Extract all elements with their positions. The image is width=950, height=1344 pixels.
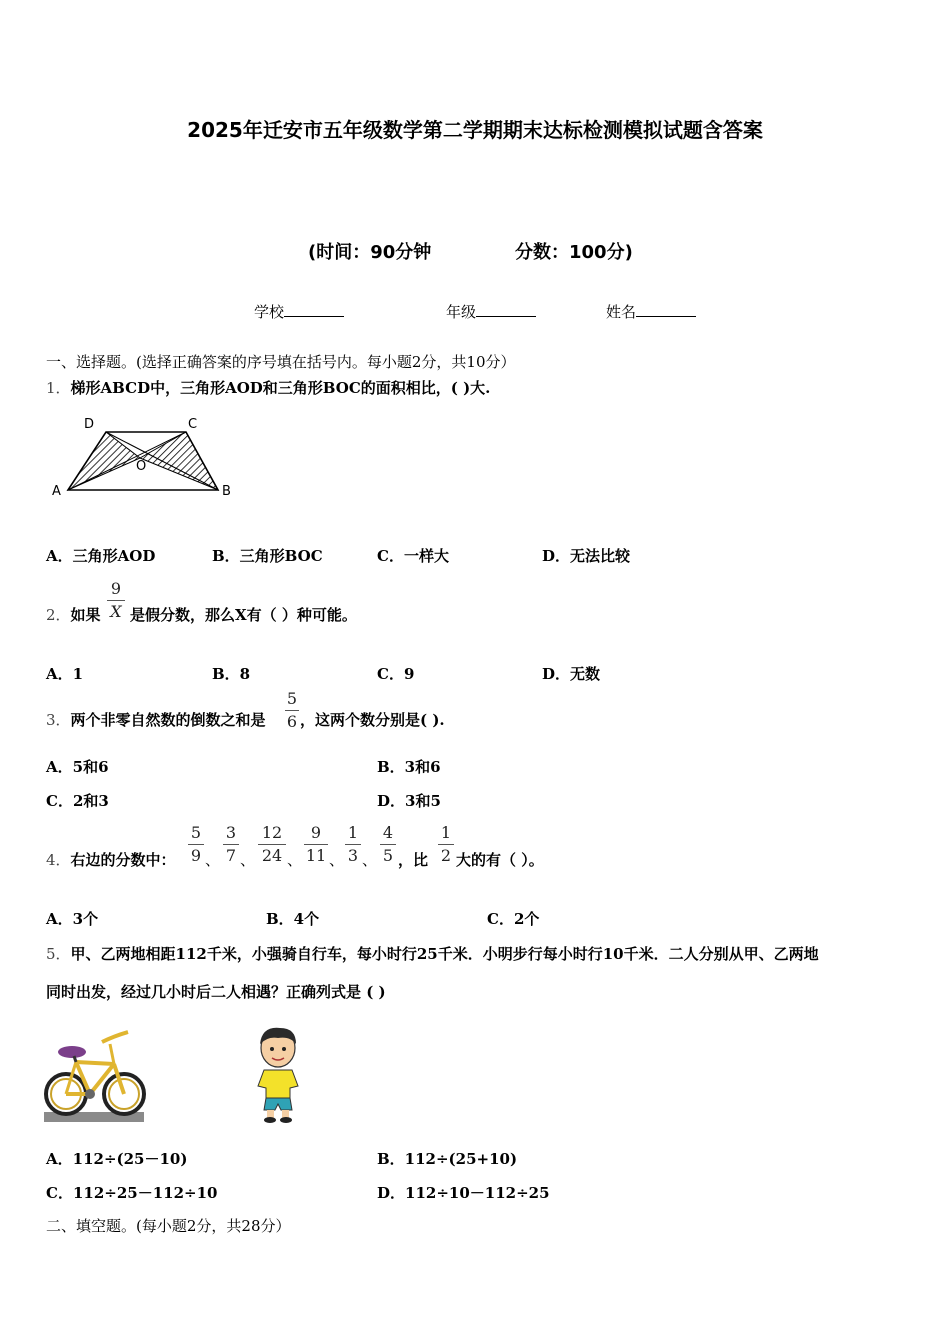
label-a: A — [52, 484, 61, 499]
question-number: 4． — [46, 851, 71, 869]
question-text-pre: 两个非零自然数的倒数之和是 — [70, 711, 266, 729]
q4-fraction-2: $\frac{3}{7}$ — [223, 824, 239, 865]
question-text: 梯形ABCD中，三角形AOD和三角形BOC的面积相比，( )大. — [70, 379, 491, 397]
boy-image — [254, 1024, 306, 1124]
q4-fraction-4: $\frac{9}{11}$ — [305, 823, 327, 865]
label-d: D — [84, 417, 95, 432]
q2-option-b[interactable]: B．8 — [212, 665, 251, 683]
q2-fraction: $\frac{9}{X}$ — [107, 580, 125, 621]
q3-option-d[interactable]: D．3和5 — [377, 792, 441, 810]
name-field[interactable] — [606, 301, 696, 322]
separator: 、 — [362, 851, 378, 869]
question-4 — [46, 849, 176, 870]
question-number: 1． — [46, 379, 71, 397]
question-text-pre: 右边的分数中： — [70, 851, 176, 869]
school-blank[interactable] — [284, 302, 344, 317]
question-text-post: ，这两个数分别是( ). — [300, 711, 445, 729]
q4-option-b[interactable]: B．4个 — [266, 910, 320, 928]
school-field[interactable] — [254, 301, 344, 322]
q2-option-c[interactable]: C．9 — [377, 665, 415, 683]
separator: 、 — [205, 851, 221, 869]
q5-option-a[interactable]: A．112÷(25－10) — [46, 1150, 188, 1168]
q3-fraction: $\frac{5}{6}$ — [286, 689, 298, 731]
question-text-pre: 如果 — [70, 606, 101, 624]
grade-field[interactable] — [446, 301, 536, 322]
name-blank[interactable] — [636, 302, 696, 317]
label-b: B — [222, 484, 231, 499]
question-2 — [46, 604, 101, 625]
question-text-post: 大的有（ ）。 — [456, 851, 544, 869]
q1-option-c[interactable]: C．一样大 — [377, 547, 449, 565]
q4-fraction-5: $\frac{1}{3}$ — [345, 824, 361, 865]
triangle-boc — [140, 432, 218, 490]
q3-option-b[interactable]: B．3和6 — [377, 758, 441, 776]
q2-option-a[interactable]: A．1 — [46, 665, 84, 683]
question-5-line-1 — [46, 943, 819, 964]
grade-blank[interactable] — [476, 302, 536, 317]
label-o: O — [136, 459, 147, 474]
time-info: (时间：90分钟 — [308, 242, 432, 263]
question-text: 甲、乙两地相距112千米，小强骑自行车，每小时行25千米．小明步行每小时行10千米．二人分别从甲、乙两地 — [70, 945, 819, 963]
question-number: 5． — [46, 945, 71, 963]
q5-option-b[interactable]: B．112÷(25+10) — [377, 1150, 518, 1168]
score-info: 分数：100分) — [515, 242, 633, 263]
trapezoid-figure — [48, 412, 238, 504]
q5-option-d[interactable]: D．112÷10－112÷25 — [377, 1184, 550, 1202]
question-5-line-2: 同时出发，经过几小时后二人相遇？正确列式是 ( ) — [46, 983, 386, 1001]
question-number: 2． — [46, 606, 71, 624]
q4-fraction-1: $\frac{5}{9}$ — [188, 824, 204, 865]
question-1 — [46, 377, 490, 398]
q4-option-a[interactable]: A．3个 — [46, 910, 99, 928]
question-text-mid: ，比 — [398, 851, 429, 869]
section-1-heading: 一、选择题。(选择正确答案的序号填在括号内。每小题2分，共10分） — [46, 353, 516, 371]
q1-option-a[interactable]: A．三角形AOD — [46, 547, 156, 565]
label-c: C — [188, 417, 198, 432]
q3-option-a[interactable]: A．5和6 — [46, 758, 109, 776]
grade-label: 年级 — [446, 303, 477, 321]
q1-option-d[interactable]: D．无法比较 — [542, 547, 631, 565]
separator: 、 — [240, 851, 256, 869]
q4-fraction-6: $\frac{4}{5}$ — [380, 824, 396, 865]
triangle-aod — [68, 432, 140, 490]
q4-compare-fraction: $\frac{1}{2}$ — [438, 824, 454, 865]
q3-option-c[interactable]: C．2和3 — [46, 792, 109, 810]
q1-option-b[interactable]: B．三角形BOC — [212, 547, 323, 565]
name-label: 姓名 — [606, 303, 637, 321]
question-number: 3． — [46, 711, 71, 729]
separator: 、 — [287, 851, 303, 869]
q4-fraction-3: $\frac{12}{24}$ — [258, 824, 286, 865]
page-title: 2025年迁安市五年级数学第二学期期末达标检测模拟试题含答案 — [187, 118, 763, 142]
school-label: 学校 — [254, 303, 285, 321]
separator: 、 — [329, 851, 345, 869]
section-2-heading: 二、填空题。(每小题2分，共28分） — [46, 1217, 291, 1235]
question-3 — [46, 709, 266, 730]
bicycle-image — [44, 1028, 146, 1124]
q2-option-d[interactable]: D．无数 — [542, 665, 601, 683]
q5-option-c[interactable]: C．112÷25－112÷10 — [46, 1184, 218, 1202]
q4-option-c[interactable]: C．2个 — [487, 910, 540, 928]
question-text-post: 是假分数，那么X有（ ）种可能。 — [130, 606, 357, 624]
